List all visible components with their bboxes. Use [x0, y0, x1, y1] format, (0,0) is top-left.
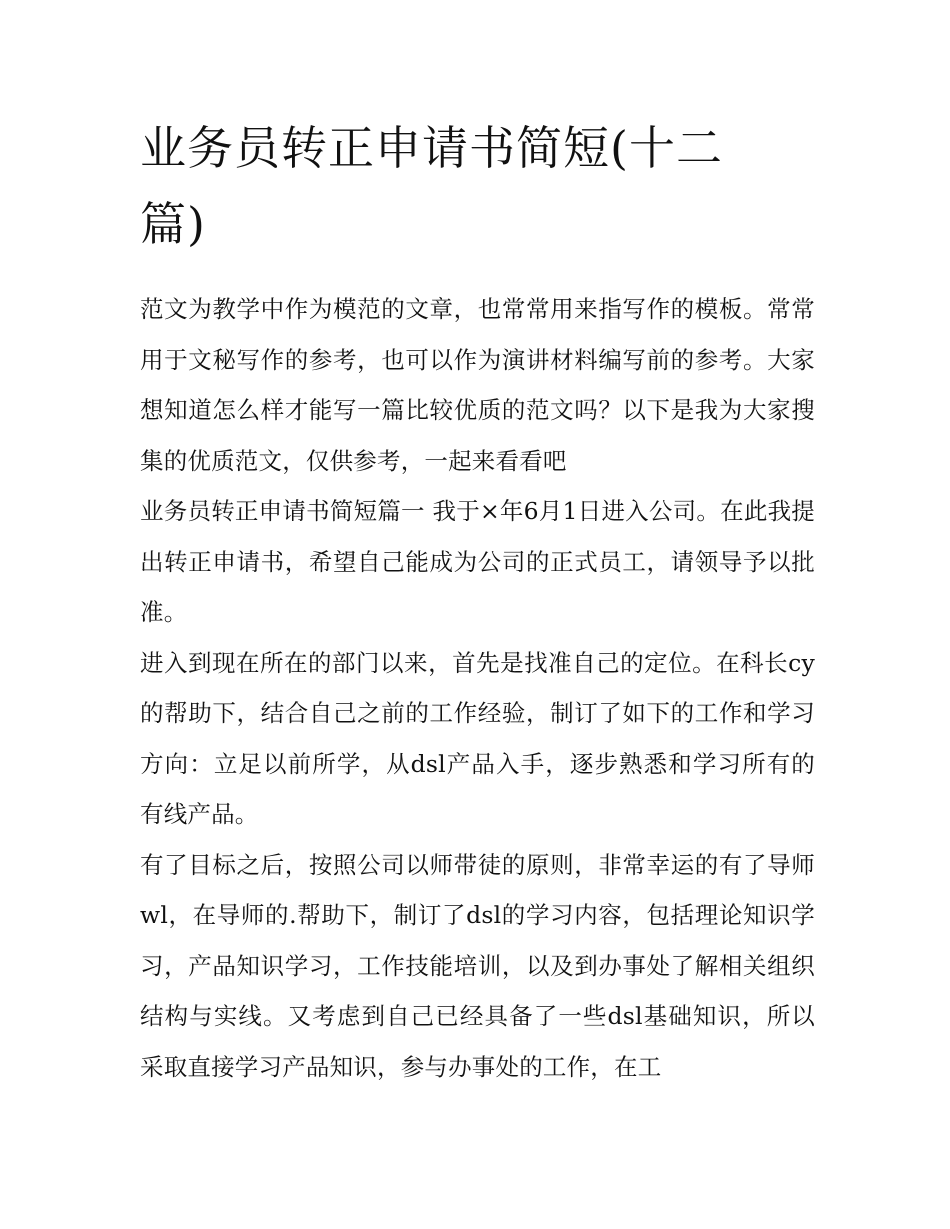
- body-paragraph-2: 进入到现在所在的部门以来，首先是找准自己的定位。在科长cy的帮助下，结合自己之前的工作经验，制订了如下的工作和学习方向：立足以前所学，从dsl产品入手，逐步熟悉和学习所有的有线产品。: [140, 648, 815, 828]
- body-paragraph-3: 有了目标之后，按照公司以师带徒的原则，非常幸运的有了导师wl，在导师的.帮助下，制订了dsl的学习内容，包括理论知识学习，产品知识学习，工作技能培训，以及到办事处了解相关组织结构与实线。又考虑到自己已经具备了一些dsl基础知识，所以采取直接学习产品知识，参与办事处的工作，在工: [140, 850, 815, 1081]
- body-paragraph-1: 业务员转正申请书简短篇一 我于×年6月1日进入公司。在此我提出转正申请书，希望自己能成为公司的正式员工，请领导予以批准。: [140, 497, 815, 626]
- document-title: 业务员转正申请书简短(十二篇): [140, 121, 723, 251]
- document-page: [140, 110, 815, 1092]
- intro-paragraph: 范文为教学中作为模范的文章，也常常用来指写作的模板。常常用于文秘写作的参考，也可以作为演讲材料编写前的参考。大家想知道怎么样才能写一篇比较优质的范文吗？以下是我为大家搜集的优质范文，仅供参考，一起来看看吧: [140, 295, 815, 475]
